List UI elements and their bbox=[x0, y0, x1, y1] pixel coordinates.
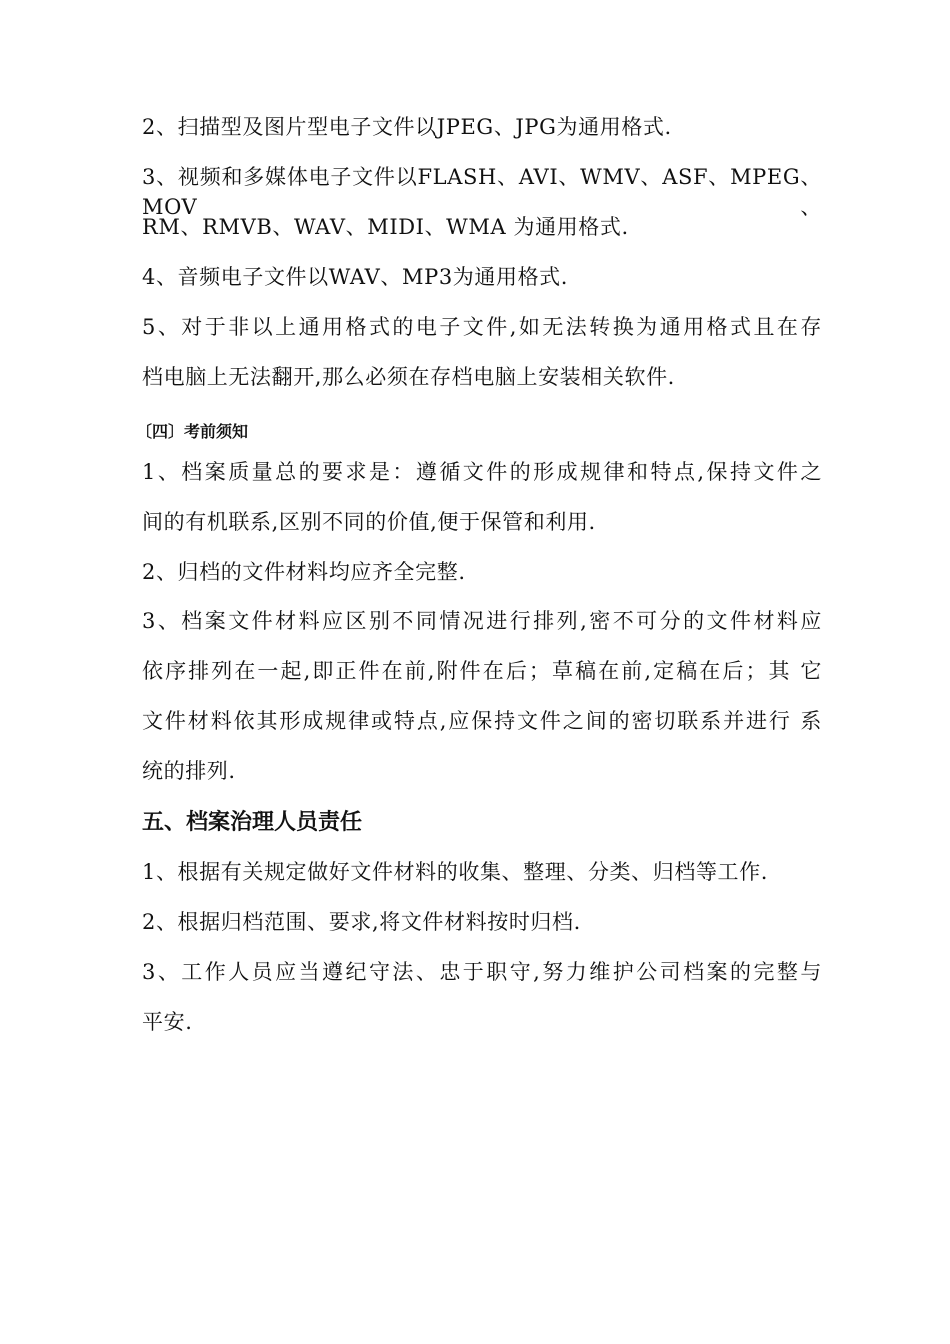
paragraph-line: 4、音频电子文件以WAV、MP3为通用格式. bbox=[142, 265, 569, 289]
section-four-heading: 〔四〕考前须知 bbox=[136, 422, 249, 441]
paragraph-line: 5、对于非以上通用格式的电子文件,如无法转换为通用格式且在存 bbox=[142, 315, 822, 339]
paragraph-line: 2、扫描型及图片型电子文件以JPEG、JPG为通用格式. bbox=[142, 115, 672, 139]
paragraph-line: 3、视频和多媒体电子文件以FLASH、AVI、WMV、ASF、MPEG、MOV、 bbox=[142, 165, 822, 219]
paragraph-line: 1、档案质量总的要求是：遵循文件的形成规律和特点,保持文件之 bbox=[142, 460, 822, 484]
paragraph-line: 统的排列. bbox=[142, 759, 236, 783]
paragraph-line: 文件材料依其形成规律或特点,应保持文件之间的密切联系并进行 系 bbox=[142, 709, 822, 733]
paragraph-line: 3、工作人员应当遵纪守法、忠于职守,努力维护公司档案的完整与 bbox=[142, 960, 822, 984]
paragraph-line: 依序排列在一起,即正件在前,附件在后；草稿在前,定稿在后；其 它 bbox=[142, 659, 822, 683]
paragraph-line: 2、归档的文件材料均应齐全完整. bbox=[142, 560, 466, 584]
paragraph-line: 档电脑上无法翻开,那么必须在存档电脑上安装相关软件. bbox=[142, 365, 675, 389]
paragraph-line: 3、档案文件材料应区别不同情况进行排列,密不可分的文件材料应 bbox=[142, 609, 822, 633]
section-five-heading: 五、档案治理人员责任 bbox=[142, 810, 363, 835]
paragraph-line: 2、根据归档范围、要求,将文件材料按时归档. bbox=[142, 910, 581, 934]
paragraph-line: 1、根据有关规定做好文件材料的收集、整理、分类、归档等工作. bbox=[142, 860, 769, 884]
paragraph-line: RM、RMVB、WAV、MIDI、WMA 为通用格式. bbox=[142, 215, 629, 239]
paragraph-line: 平安. bbox=[142, 1010, 193, 1034]
paragraph-line: 间的有机联系,区别不同的价值,便于保管和利用. bbox=[142, 510, 596, 534]
